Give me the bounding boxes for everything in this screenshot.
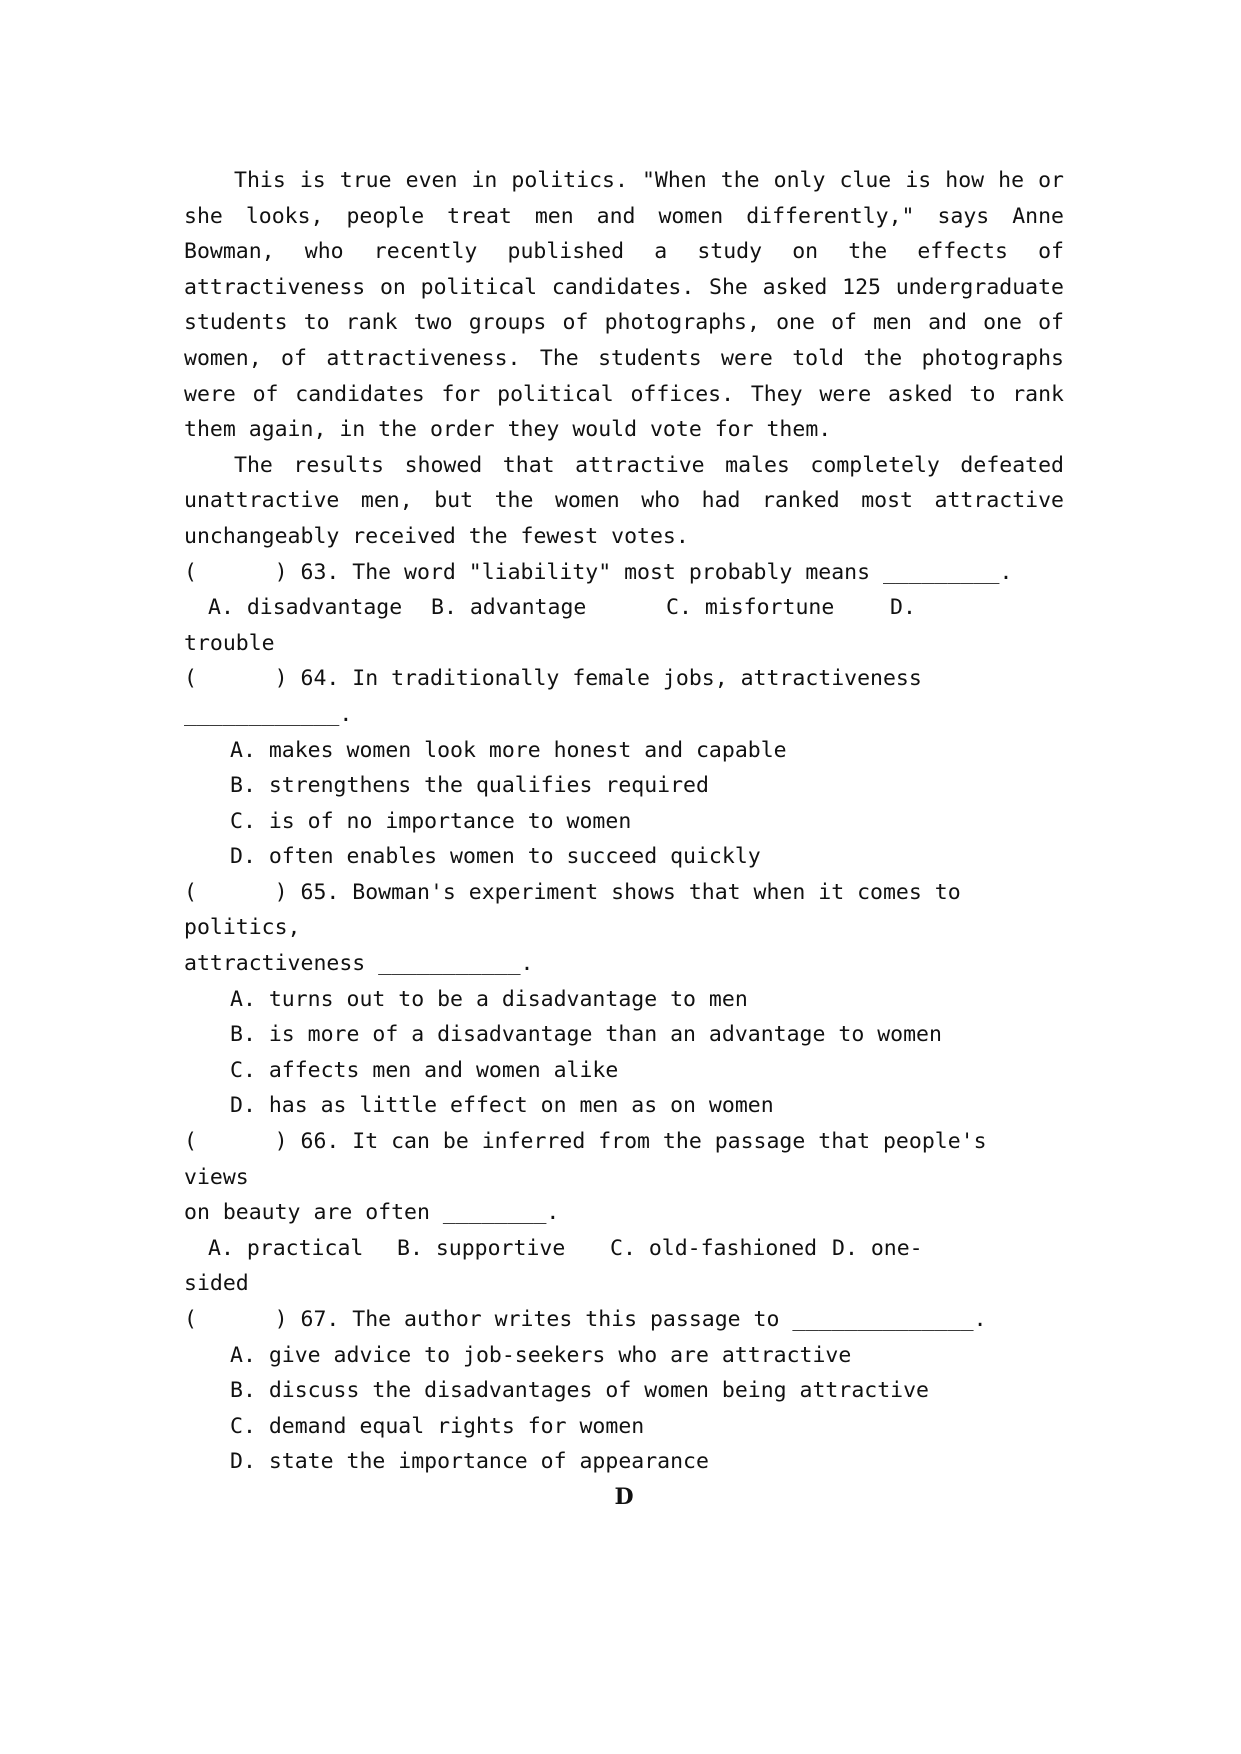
option-b: B. is more of a disadvantage than an advantage to women: [230, 1022, 942, 1048]
option-d: D. often enables women to succeed quickly: [230, 844, 761, 870]
question-stem: ( ) 65. Bowman's experiment shows that when it comes to politics,: [184, 879, 974, 941]
question-stem-continued: on beauty are often ________.: [184, 1200, 560, 1226]
option-a: A. disadvantage: [208, 595, 403, 621]
question-66: [184, 1124, 1064, 1302]
option-a: A. practical: [208, 1235, 364, 1261]
option-d: D. has as little effect on men as on women: [230, 1093, 774, 1119]
question-stem: ( ) 67. The author writes this passage to ______________.: [184, 1307, 987, 1332]
option-c: C. demand equal rights for women: [230, 1413, 645, 1439]
option-d: D. one-: [832, 1235, 923, 1261]
question-stem: ( ) 63. The word "liability" most probably means _________.: [184, 559, 1013, 585]
document-content: [184, 163, 1064, 1516]
option-c: C. affects men and women alike: [230, 1057, 619, 1083]
inline-options: [184, 590, 1064, 626]
inline-options: [184, 1231, 1064, 1267]
option-a: A. turns out to be a disadvantage to men: [230, 986, 748, 1012]
option-d-continued: trouble: [184, 630, 275, 656]
option-b: B. supportive: [397, 1235, 566, 1261]
option-c: C. misfortune: [666, 595, 835, 621]
option-c: C. old-fashioned: [610, 1235, 818, 1261]
passage-paragraph-2: The results showed that attractive males completely defeated unattractive men, but the women who had ranked most attractive unchangeably received the fewest votes.: [184, 452, 1064, 549]
question-stem: ( ) 66. It can be inferred from the passage that people's views: [184, 1129, 1000, 1190]
option-a: A. give advice to job-seekers who are attractive: [230, 1342, 852, 1368]
option-d-continued: sided: [184, 1271, 249, 1297]
option-b: B. discuss the disadvantages of women being attractive: [230, 1378, 929, 1404]
option-b: B. advantage: [431, 595, 587, 621]
question-65: [184, 875, 1064, 1124]
question-67: [184, 1302, 1064, 1480]
question-63: [184, 555, 1064, 662]
option-b: B. strengthens the qualifies required: [230, 773, 709, 799]
option-a: A. makes women look more honest and capable: [230, 737, 787, 763]
option-d: D. state the importance of appearance: [230, 1449, 709, 1475]
question-stem-continued: attractiveness ___________.: [184, 951, 534, 977]
section-heading: D: [614, 1483, 634, 1510]
question-stem-continued: ____________.: [184, 701, 353, 727]
option-c: C. is of no importance to women: [230, 808, 632, 834]
question-stem: ( ) 64. In traditionally female jobs, attractiveness: [184, 666, 922, 692]
question-64: [184, 661, 1064, 875]
option-d: D.: [890, 595, 916, 621]
passage-paragraph-1: This is true even in politics. "When the only clue is how he or she looks, people treat men and women differently," says Anne Bowman, who recently published a study on the effects of attractiveness on political candidates. She asked 125 undergraduate students to rank two groups of photographs, one of men and one of women, of attractiveness. The students were told the photographs were of candidates for political offices. They were asked to rank them again, in the order they would vote for them.: [184, 168, 1064, 443]
